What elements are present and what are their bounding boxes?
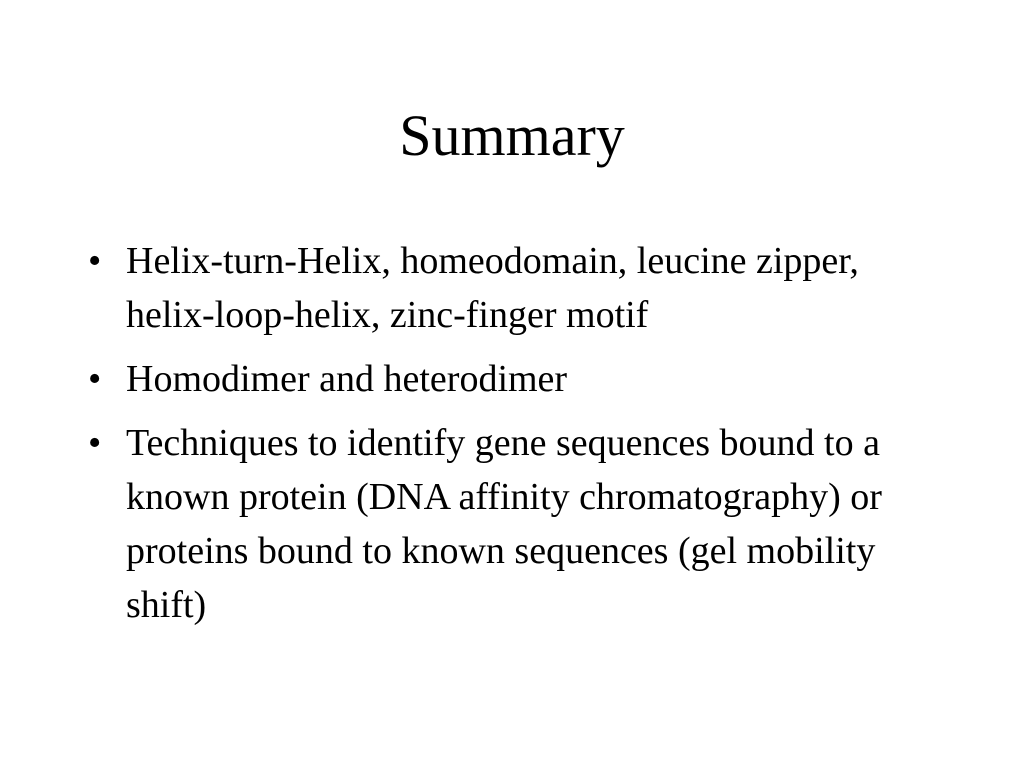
bullet-item [88,352,908,406]
slide-title: Summary [399,103,625,168]
bullet-text: Techniques to identify gene sequences bound to a known protein (DNA affinity chromatography) or proteins bound to known sequences (gel mobility shift) [126,422,882,626]
bullet-text: Helix-turn-Helix, homeodomain, leucine zipper, helix-loop-helix, zinc-finger motif [126,240,859,336]
bullet-item [88,234,908,342]
bullet-icon: • [88,358,102,400]
bullet-list [88,234,908,642]
bullet-text: Homodimer and heterodimer [126,358,568,400]
bullet-item [88,416,908,632]
bullet-icon: • [88,422,102,464]
bullet-icon: • [88,240,102,282]
